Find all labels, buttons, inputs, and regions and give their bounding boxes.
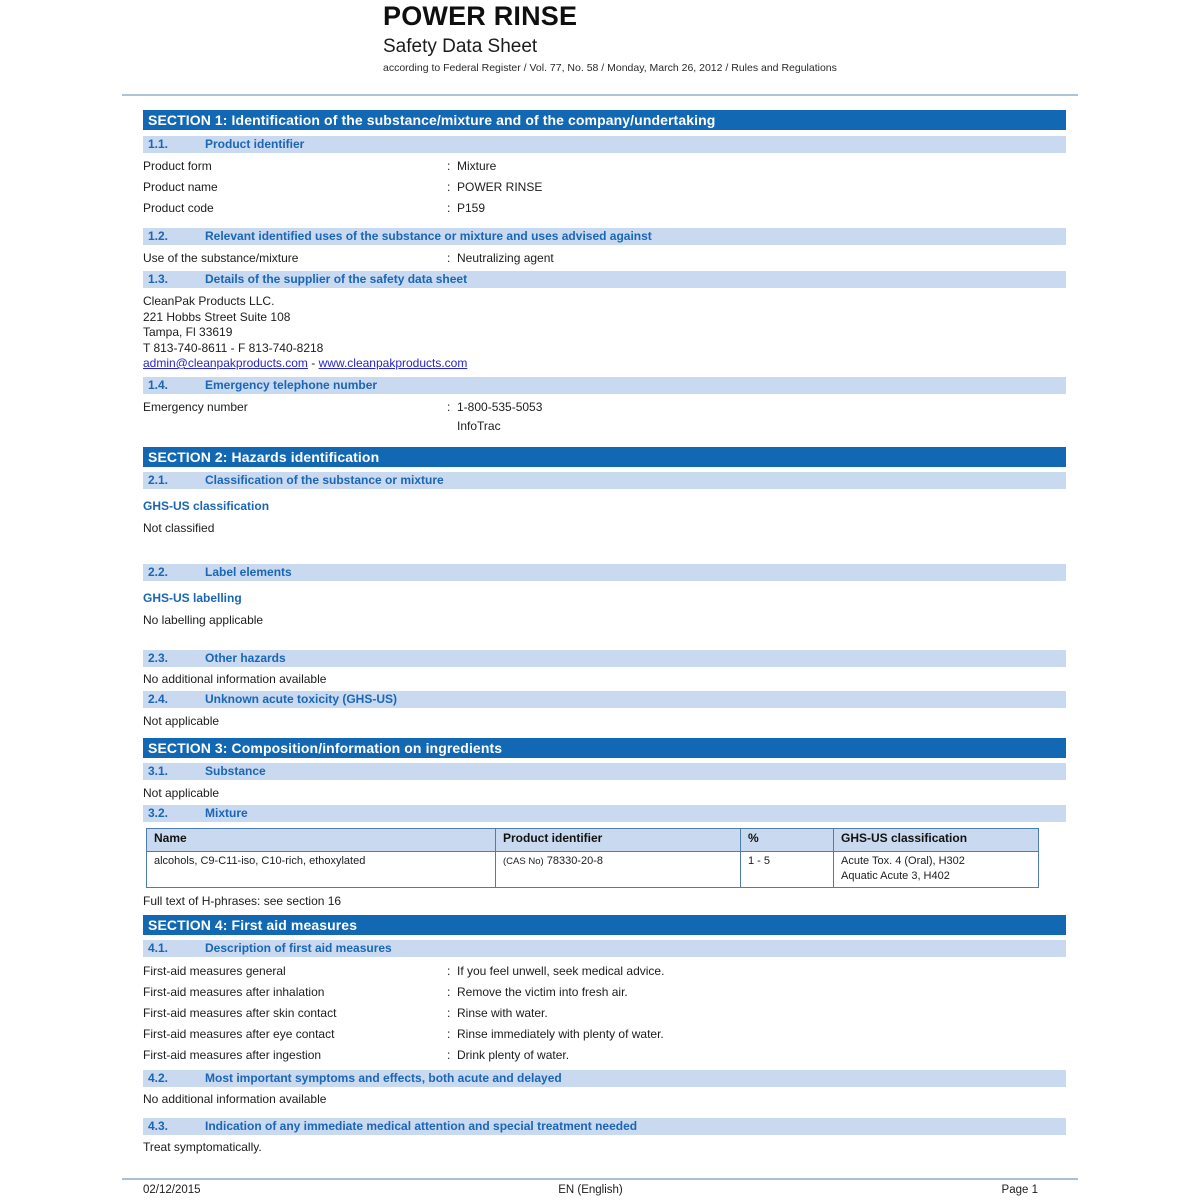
ingredient-percent-cell: 1 - 5 — [741, 851, 834, 887]
subsection-number: 2.4. — [148, 691, 169, 706]
subsection-title: Most important symptoms and effects, both acute and delayed — [205, 1070, 562, 1085]
identified-uses-fields — [143, 248, 1066, 269]
field-value: POWER RINSE — [457, 180, 543, 194]
field-value: P159 — [457, 201, 486, 215]
medical-attention-text: Treat symptomatically. — [143, 1139, 262, 1154]
other-hazards-text: No additional information available — [143, 671, 327, 686]
field-colon: : — [447, 201, 451, 215]
subsection-title: Product identifier — [205, 137, 305, 151]
ghs-classification-heading: GHS-US classification — [143, 498, 270, 513]
subsection-title: Mixture — [205, 805, 248, 820]
link-separator: - — [307, 356, 319, 370]
field-row — [143, 982, 1066, 1003]
subsection-2-1-header — [143, 472, 1066, 489]
subsection-title: Relevant identified uses of the substance or mixture and uses advised against — [205, 229, 652, 243]
first-aid-fields — [143, 961, 1066, 1066]
h-phrases-note: Full text of H-phrases: see section 16 — [143, 893, 342, 908]
subsection-number: 4.1. — [148, 940, 169, 955]
document-body — [143, 110, 1066, 1154]
field-row — [143, 961, 1066, 982]
product-identifier-fields — [143, 156, 1066, 219]
subsection-title: Indication of any immediate medical attention and special treatment needed — [205, 1118, 638, 1133]
field-label: Emergency number — [143, 399, 248, 414]
supplier-phone-fax: T 813-740-8611 - F 813-740-8218 — [143, 340, 324, 355]
subsection-number: 1.3. — [148, 272, 169, 286]
field-row — [143, 397, 1066, 434]
field-row — [143, 1045, 1066, 1066]
field-row — [143, 198, 1066, 219]
subsection-1-2-header — [143, 228, 1066, 245]
emergency-number-fields — [143, 397, 1066, 434]
subsection-4-3-header — [143, 1118, 1066, 1135]
field-row — [143, 1024, 1066, 1045]
field-label: Product form — [143, 159, 212, 173]
field-value: Rinse immediately with plenty of water. — [457, 1026, 664, 1041]
col-header-ghs-classification: GHS-US classification — [834, 828, 1039, 851]
subsection-title: Description of first aid measures — [205, 940, 392, 955]
subsection-2-4-header — [143, 691, 1066, 708]
section-1-header: SECTION 1: Identification of the substance/mixture and of the company/undertaking — [143, 110, 1066, 130]
subsection-title: Label elements — [205, 564, 292, 579]
field-value: Mixture — [457, 159, 497, 173]
footer-language: EN (English) — [558, 1184, 623, 1196]
document-type: Safety Data Sheet — [383, 36, 538, 57]
field-colon: : — [447, 180, 451, 194]
substance-text: Not applicable — [143, 785, 220, 800]
subsection-number: 1.1. — [148, 137, 169, 151]
masthead — [0, 0, 1200, 75]
ingredient-ghs-cell — [834, 851, 1039, 887]
field-label: First-aid measures after ingestion — [143, 1047, 322, 1062]
ingredients-table-header-row — [147, 828, 1039, 851]
subsection-number: 4.3. — [148, 1118, 169, 1133]
field-label: Use of the substance/mixture — [143, 251, 299, 265]
subsection-4-1-header — [143, 940, 1066, 957]
section-2-header: SECTION 2: Hazards identification — [143, 447, 1066, 467]
subsection-1-3-header — [143, 271, 1066, 288]
subsection-title: Classification of the substance or mixture — [205, 472, 444, 487]
header-divider — [122, 94, 1078, 96]
subsection-title: Details of the supplier of the safety data sheet — [205, 272, 468, 286]
cas-number: 78330-20-8 — [546, 854, 603, 867]
subsection-title: Substance — [205, 763, 266, 778]
subsection-title: Other hazards — [205, 650, 286, 665]
field-colon: : — [447, 1047, 451, 1062]
field-label: First-aid measures after inhalation — [143, 984, 325, 999]
field-row — [143, 248, 1066, 269]
field-label: First-aid measures after eye contact — [143, 1026, 335, 1041]
subsection-2-3-header — [143, 650, 1066, 667]
ghs-labelling-text: No labelling applicable — [143, 612, 264, 627]
subsection-number: 3.2. — [148, 805, 169, 820]
col-header-product-identifier: Product identifier — [496, 828, 741, 851]
subsection-title: Emergency telephone number — [205, 377, 378, 392]
emergency-phone: 1-800-535-5053 — [457, 399, 543, 414]
ghs-phrase: Acute Tox. 4 (Oral), H302 — [841, 854, 965, 867]
emergency-service: InfoTrac — [457, 418, 501, 433]
subsection-1-4-header — [143, 377, 1066, 394]
ingredients-table — [146, 828, 1039, 888]
supplier-city: Tampa, Fl 33619 — [143, 325, 233, 339]
col-header-name: Name — [147, 828, 496, 851]
field-row — [143, 177, 1066, 198]
ingredient-cas-cell — [496, 851, 741, 887]
footer-page-number: Page 1 — [1001, 1184, 1038, 1196]
regulation-line: according to Federal Register / Vol. 77, No. 58 / Monday, March 26, 2012 / Rules and Regulations — [383, 62, 837, 74]
page-footer — [122, 1178, 1078, 1196]
field-value — [457, 397, 1066, 434]
subsection-number: 2.1. — [148, 472, 169, 487]
field-label: Product name — [143, 180, 218, 194]
section-3-header: SECTION 3: Composition/information on ingredients — [143, 738, 1066, 758]
field-colon: : — [447, 1026, 451, 1041]
supplier-email-link[interactable]: admin@cleanpakproducts.com — [143, 356, 308, 370]
subsection-number: 2.3. — [148, 650, 169, 665]
field-colon: : — [447, 984, 451, 999]
subsection-number: 3.1. — [148, 763, 169, 778]
supplier-company: CleanPak Products LLC. — [143, 294, 275, 308]
col-header-percent: % — [741, 828, 834, 851]
cas-prefix: (CAS No) — [503, 855, 544, 867]
field-colon: : — [447, 159, 451, 173]
table-row — [147, 851, 1039, 887]
unknown-toxicity-text: Not applicable — [143, 713, 220, 728]
footer-date: 02/12/2015 — [143, 1184, 201, 1196]
supplier-address-block — [143, 294, 1066, 372]
subsection-1-1-header — [143, 136, 1066, 153]
symptoms-text: No additional information available — [143, 1091, 327, 1106]
field-colon: : — [447, 399, 451, 414]
field-label: Product code — [143, 201, 214, 215]
ghs-classification-text: Not classified — [143, 520, 215, 535]
section-4-header: SECTION 4: First aid measures — [143, 915, 1066, 935]
field-value: If you feel unwell, seek medical advice. — [457, 963, 665, 978]
supplier-street: 221 Hobbs Street Suite 108 — [143, 309, 291, 324]
subsection-number: 1.4. — [148, 377, 169, 392]
field-colon: : — [447, 251, 451, 265]
field-colon: : — [447, 1005, 451, 1020]
subsection-3-1-header — [143, 763, 1066, 780]
field-value: Neutralizing agent — [457, 251, 554, 265]
ghs-labelling-heading: GHS-US labelling — [143, 590, 242, 605]
field-label: First-aid measures after skin contact — [143, 1005, 337, 1020]
field-label: First-aid measures general — [143, 963, 286, 978]
footer-divider — [122, 1178, 1078, 1180]
ingredient-name-cell: alcohols, C9-C11-iso, C10-rich, ethoxylated — [147, 851, 496, 887]
field-value: Remove the victim into fresh air. — [457, 984, 628, 999]
field-colon: : — [447, 963, 451, 978]
field-row — [143, 1003, 1066, 1024]
supplier-website-link[interactable]: www.cleanpakproducts.com — [318, 356, 468, 370]
subsection-4-2-header — [143, 1070, 1066, 1087]
field-row — [143, 156, 1066, 177]
field-value: Rinse with water. — [457, 1005, 548, 1020]
field-value: Drink plenty of water. — [457, 1047, 570, 1062]
supplier-links-line — [143, 356, 1066, 372]
subsection-number: 2.2. — [148, 564, 169, 579]
page-title: POWER RINSE — [383, 1, 578, 31]
subsection-2-2-header — [143, 564, 1066, 581]
ghs-phrase: Aquatic Acute 3, H402 — [841, 869, 950, 882]
subsection-title: Unknown acute toxicity (GHS-US) — [205, 691, 398, 706]
subsection-number: 1.2. — [148, 229, 169, 243]
subsection-number: 4.2. — [148, 1070, 169, 1085]
subsection-3-2-header — [143, 805, 1066, 822]
